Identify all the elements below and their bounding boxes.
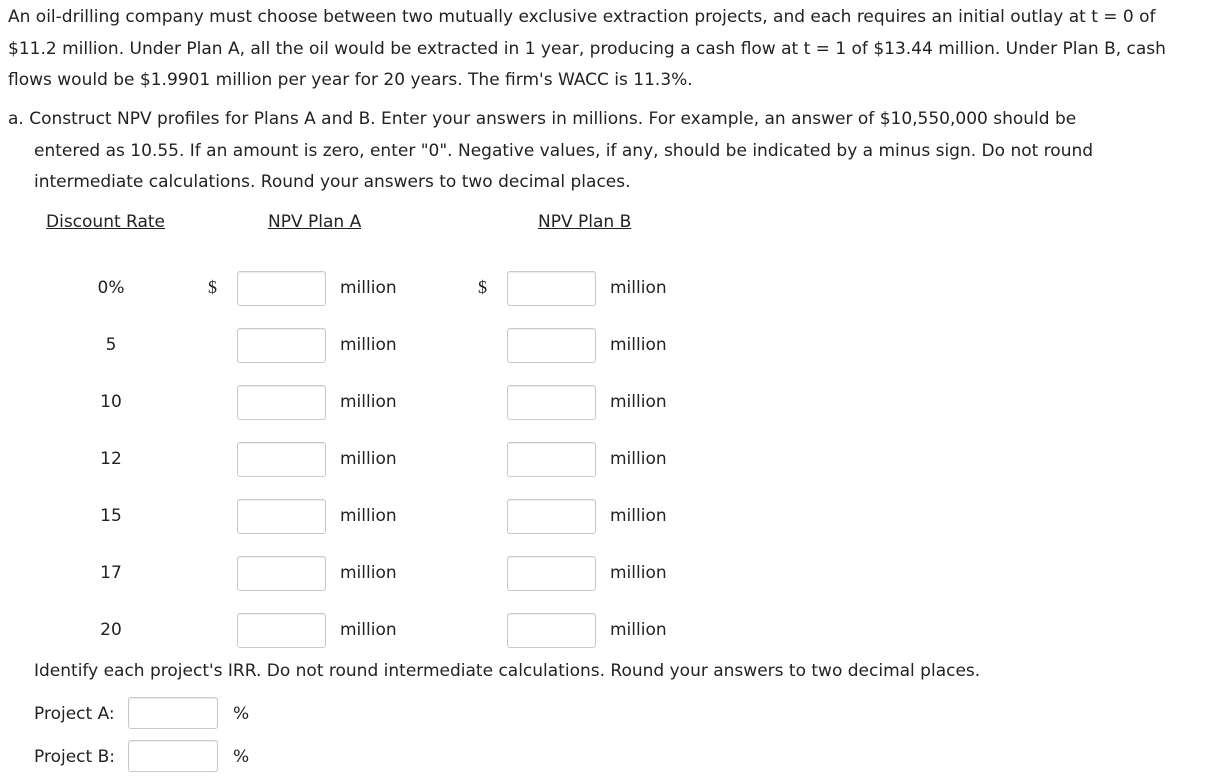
npv-plan-b-unit: million (610, 335, 667, 355)
discount-rate-cell: 5 (105, 335, 117, 355)
discount-rate-cell: 12 (100, 449, 122, 469)
currency-symbol-plan-b: $ (478, 277, 487, 297)
npv-plan-b-unit: million (610, 506, 667, 526)
npv-plan-a-unit: million (340, 506, 397, 526)
npv-plan-b-input[interactable] (507, 613, 596, 648)
project-b-label: Project B: (34, 747, 115, 767)
discount-rate-cell: 10 (100, 392, 122, 412)
npv-plan-a-input[interactable] (237, 613, 326, 648)
npv-plan-a-input[interactable] (237, 556, 326, 591)
npv-plan-b-input[interactable] (507, 442, 596, 477)
header-npv-plan-b: NPV Plan B (538, 212, 632, 232)
project-a-irr-input[interactable] (128, 697, 218, 729)
project-a-percent: % (233, 704, 250, 724)
npv-plan-a-unit: million (340, 335, 397, 355)
npv-plan-b-unit: million (610, 449, 667, 469)
header-discount-rate: Discount Rate (46, 212, 166, 232)
npv-plan-a-input[interactable] (237, 499, 326, 534)
npv-plan-a-input[interactable] (237, 328, 326, 363)
npv-plan-a-unit: million (340, 620, 397, 640)
npv-plan-b-input[interactable] (507, 328, 596, 363)
npv-plan-a-unit: million (340, 449, 397, 469)
discount-rate-cell: 20 (100, 620, 122, 640)
npv-plan-b-unit: million (610, 620, 667, 640)
problem-statement: An oil-drilling company must choose between two mutually exclusive extraction projects, and each requires an initial outlay at t = 0 of $11.2 million. Under Plan A, all the oil would be extracted in 1 year, producing a cash flow at t = 1 of $13.44 million. Under Plan B, cash flows would be $1.9901 million per year for 20 years. The firm's WACC is 11.3%. (8, 7, 1166, 90)
npv-plan-a-unit: million (340, 278, 397, 298)
npv-plan-a-unit: million (340, 392, 397, 412)
npv-plan-b-unit: million (610, 392, 667, 412)
npv-plan-a-unit: million (340, 563, 397, 583)
part-a-label: a. (8, 109, 24, 129)
project-b-percent: % (233, 747, 250, 767)
header-npv-plan-a: NPV Plan A (268, 212, 362, 232)
part-a-instructions (8, 104, 1188, 199)
part-a-line-1: Construct NPV profiles for Plans A and B. Enter your answers in millions. For example, an answer of $10,550,000 should be (29, 109, 1077, 129)
npv-plan-a-input[interactable] (237, 271, 326, 306)
npv-plan-b-unit: million (610, 278, 667, 298)
part-a-line-3: intermediate calculations. Round your answers to two decimal places. (34, 172, 631, 192)
npv-plan-a-input[interactable] (237, 385, 326, 420)
npv-plan-a-input[interactable] (237, 442, 326, 477)
npv-plan-b-input[interactable] (507, 556, 596, 591)
discount-rate-cell: 15 (100, 506, 122, 526)
currency-symbol-plan-a: $ (208, 277, 217, 297)
npv-plan-b-unit: million (610, 563, 667, 583)
discount-rate-cell: 0% (97, 278, 125, 298)
npv-plan-b-input[interactable] (507, 271, 596, 306)
part-a-line-2: entered as 10.55. If an amount is zero, enter "0". Negative values, if any, should be indicated by a minus sign. Do not round (34, 140, 1094, 161)
npv-plan-b-input[interactable] (507, 499, 596, 534)
project-b-irr-input[interactable] (128, 740, 218, 772)
npv-plan-b-input[interactable] (507, 385, 596, 420)
discount-rate-cell: 17 (100, 563, 122, 583)
project-a-label: Project A: (34, 704, 115, 724)
irr-instruction: Identify each project's IRR. Do not round intermediate calculations. Round your answers to two decimal places. (34, 661, 981, 681)
